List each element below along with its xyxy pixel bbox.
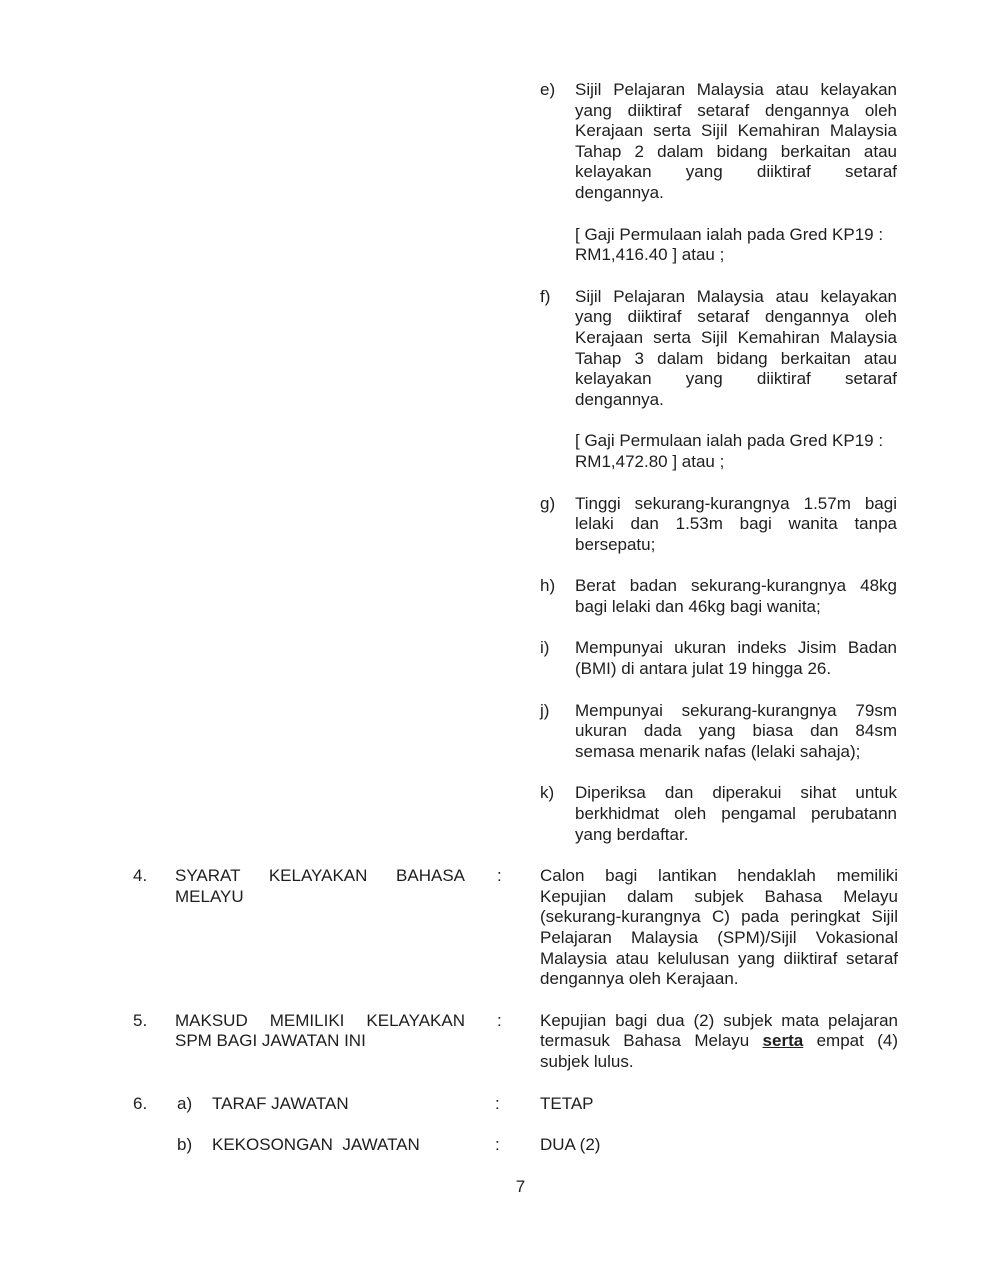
qualification-list [540, 80, 897, 845]
sub-item-separator: : [495, 1135, 500, 1155]
salary-note-e: [ Gaji Permulaan ialah pada Gred KP19 : RM1,416.40 ] atau ; [575, 224, 884, 265]
list-item-letter: f) [540, 286, 551, 306]
section-label: MAKSUD MEMILIKI KELAYAKAN SPM BAGI JAWATAN INI [175, 1010, 465, 1051]
list-item-h [540, 576, 897, 617]
list-item-letter: i) [540, 638, 550, 658]
list-item-text: Mempunyai ukuran indeks Jisim Badan (BMI) di antara julat 19 hingga 26. [575, 638, 897, 679]
page-number: 7 [515, 1176, 526, 1196]
section-4-row [133, 866, 989, 990]
list-item-text: Tinggi sekurang-kurangnya 1.57m bagi lelaki dan 1.53m bagi wanita tanpa bersepatu; [575, 493, 897, 554]
section-text [540, 1011, 898, 1073]
sub-item-letter: a) [177, 1093, 193, 1113]
section-text-emphasis: serta [762, 1031, 804, 1051]
section-6-row-b [133, 1135, 989, 1156]
list-item-letter: h) [540, 576, 556, 596]
sub-item-value: TETAP [540, 1093, 594, 1113]
list-item-letter: g) [540, 493, 556, 513]
section-label: SYARAT KELAYAKAN BAHASA MELAYU [175, 866, 465, 906]
section-text-before: Kepujian bagi dua (2) subjek mata pelajaran termasuk Bahasa Melayu [540, 1010, 898, 1051]
sub-item-separator: : [495, 1093, 500, 1113]
sub-item-label: TARAF JAWATAN [212, 1093, 349, 1113]
section-number: 5. [133, 1010, 148, 1030]
list-item-text: Sijil Pelajaran Malaysia atau kelayakan yang diiktiraf setaraf dengannya oleh Kerajaan serta Sijil Kemahiran Malaysia Tahap 3 dalam bidang berkaitan atau kelayakan yang diiktiraf setaraf dengannya. [575, 286, 897, 409]
section-separator: : [497, 866, 502, 886]
list-item-text: Sijil Pelajaran Malaysia atau kelayakan yang diiktiraf setaraf dengannya oleh Kerajaan serta Sijil Kemahiran Malaysia Tahap 2 dalam bidang berkaitan atau kelayakan yang diiktiraf setaraf dengannya. [575, 80, 897, 202]
section-text: Calon bagi lantikan hendaklah memiliki Kepujian dalam subjek Bahasa Melayu (sekurang-kurangnya C) pada peringkat Sijil Pelajaran Malaysia (SPM)/Sijil Vokasional Malaysia atau kelulusan yang diiktiraf setaraf dengannya oleh Kerajaan. [540, 866, 898, 989]
list-item-text: Diperiksa dan diperakui sihat untuk berkhidmat oleh pengamal perubatann yang berdaftar. [575, 783, 897, 844]
list-item-letter: j) [540, 700, 550, 720]
section-number: 6. [133, 1093, 148, 1113]
list-item-i [540, 638, 897, 679]
list-item-f [540, 287, 897, 411]
section-5-row [133, 1011, 989, 1073]
sub-item-letter: b) [177, 1135, 193, 1155]
section-6-row-a [133, 1094, 989, 1115]
salary-note-f: [ Gaji Permulaan ialah pada Gred KP19 : RM1,472.80 ] atau ; [575, 431, 884, 471]
sub-item-label: KEKOSONGAN JAWATAN [212, 1135, 420, 1155]
section-number-spacer [133, 1135, 177, 1156]
sub-item-value: DUA (2) [540, 1135, 601, 1155]
section-text-after: empat (4) subjek lulus. [540, 1031, 898, 1071]
list-item-letter: k) [540, 783, 555, 803]
section-number: 4. [133, 866, 148, 886]
list-item-k [540, 783, 897, 845]
list-item-e [540, 80, 897, 204]
list-item-text: Mempunyai sekurang-kurangnya 79sm ukuran dada yang biasa dan 84sm semasa menarik nafas (lelaki sahaja); [575, 700, 897, 761]
list-item-text: Berat badan sekurang-kurangnya 48kg bagi lelaki dan 46kg bagi wanita; [575, 576, 897, 616]
list-item-letter: e) [540, 80, 556, 99]
list-item-j [540, 701, 897, 763]
list-item-g [540, 494, 897, 556]
section-separator: : [497, 1010, 502, 1030]
